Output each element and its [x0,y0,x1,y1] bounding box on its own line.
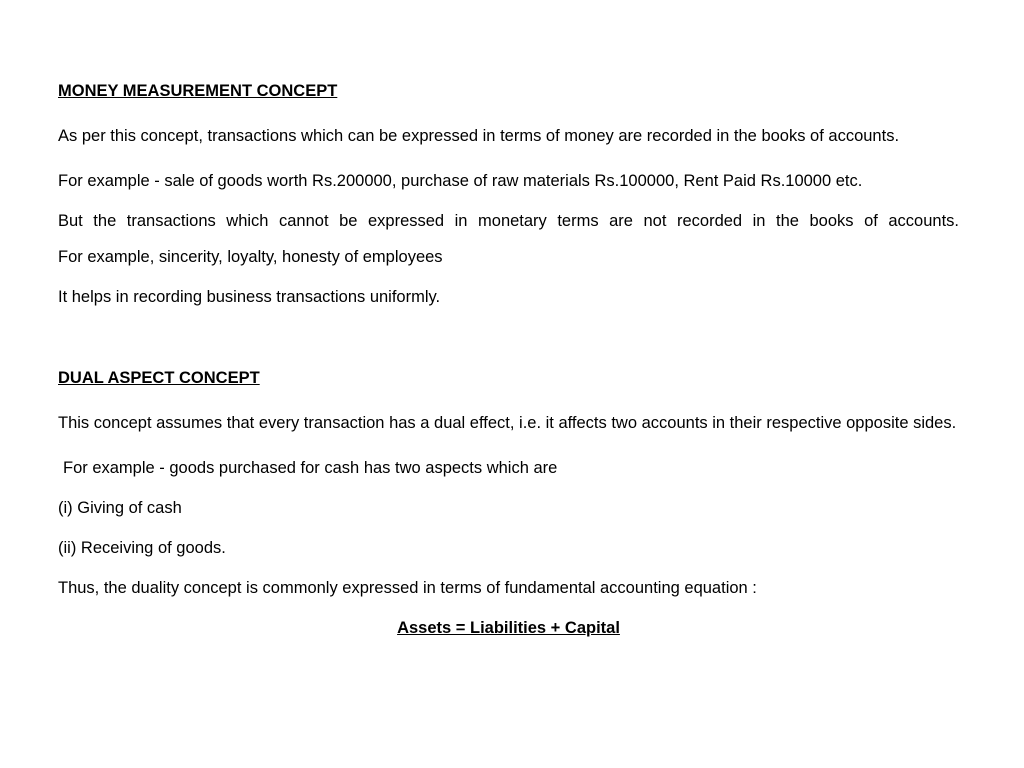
dual-aspect-definition: This concept assumes that every transaction has a dual effect, i.e. it affects two accounts in their respective opposite sides. [58,414,957,432]
section-spacer [58,324,959,365]
non-monetary-paragraph [58,208,959,270]
document-body [58,78,959,641]
accounting-equation: Assets = Liabilities + Capital [397,619,620,637]
money-measurement-heading: MONEY MEASUREMENT CONCEPT [58,82,338,100]
dual-aspect-conclusion: Thus, the duality concept is commonly expressed in terms of fundamental accounting equation : [58,579,757,597]
money-measurement-definition: As per this concept, transactions which can be expressed in terms of money are recorded in the books of accounts. [58,127,900,145]
dual-aspect-item-1: (i) Giving of cash [58,499,182,517]
non-monetary-statement: But the transactions which cannot be expressed in monetary terms are not recorded in the books of accounts. [58,212,959,230]
non-monetary-example: For example, sincerity, loyalty, honesty of employees [58,248,443,266]
money-measurement-benefit: It helps in recording business transactions uniformly. [58,288,441,306]
dual-aspect-heading: DUAL ASPECT CONCEPT [58,369,260,387]
dual-aspect-item-2: (ii) Receiving of goods. [58,539,226,557]
dual-aspect-example: For example - goods purchased for cash has two aspects which are [63,459,558,477]
money-measurement-example: For example - sale of goods worth Rs.200000, purchase of raw materials Rs.100000, Rent Paid Rs.10000 etc. [58,172,863,190]
